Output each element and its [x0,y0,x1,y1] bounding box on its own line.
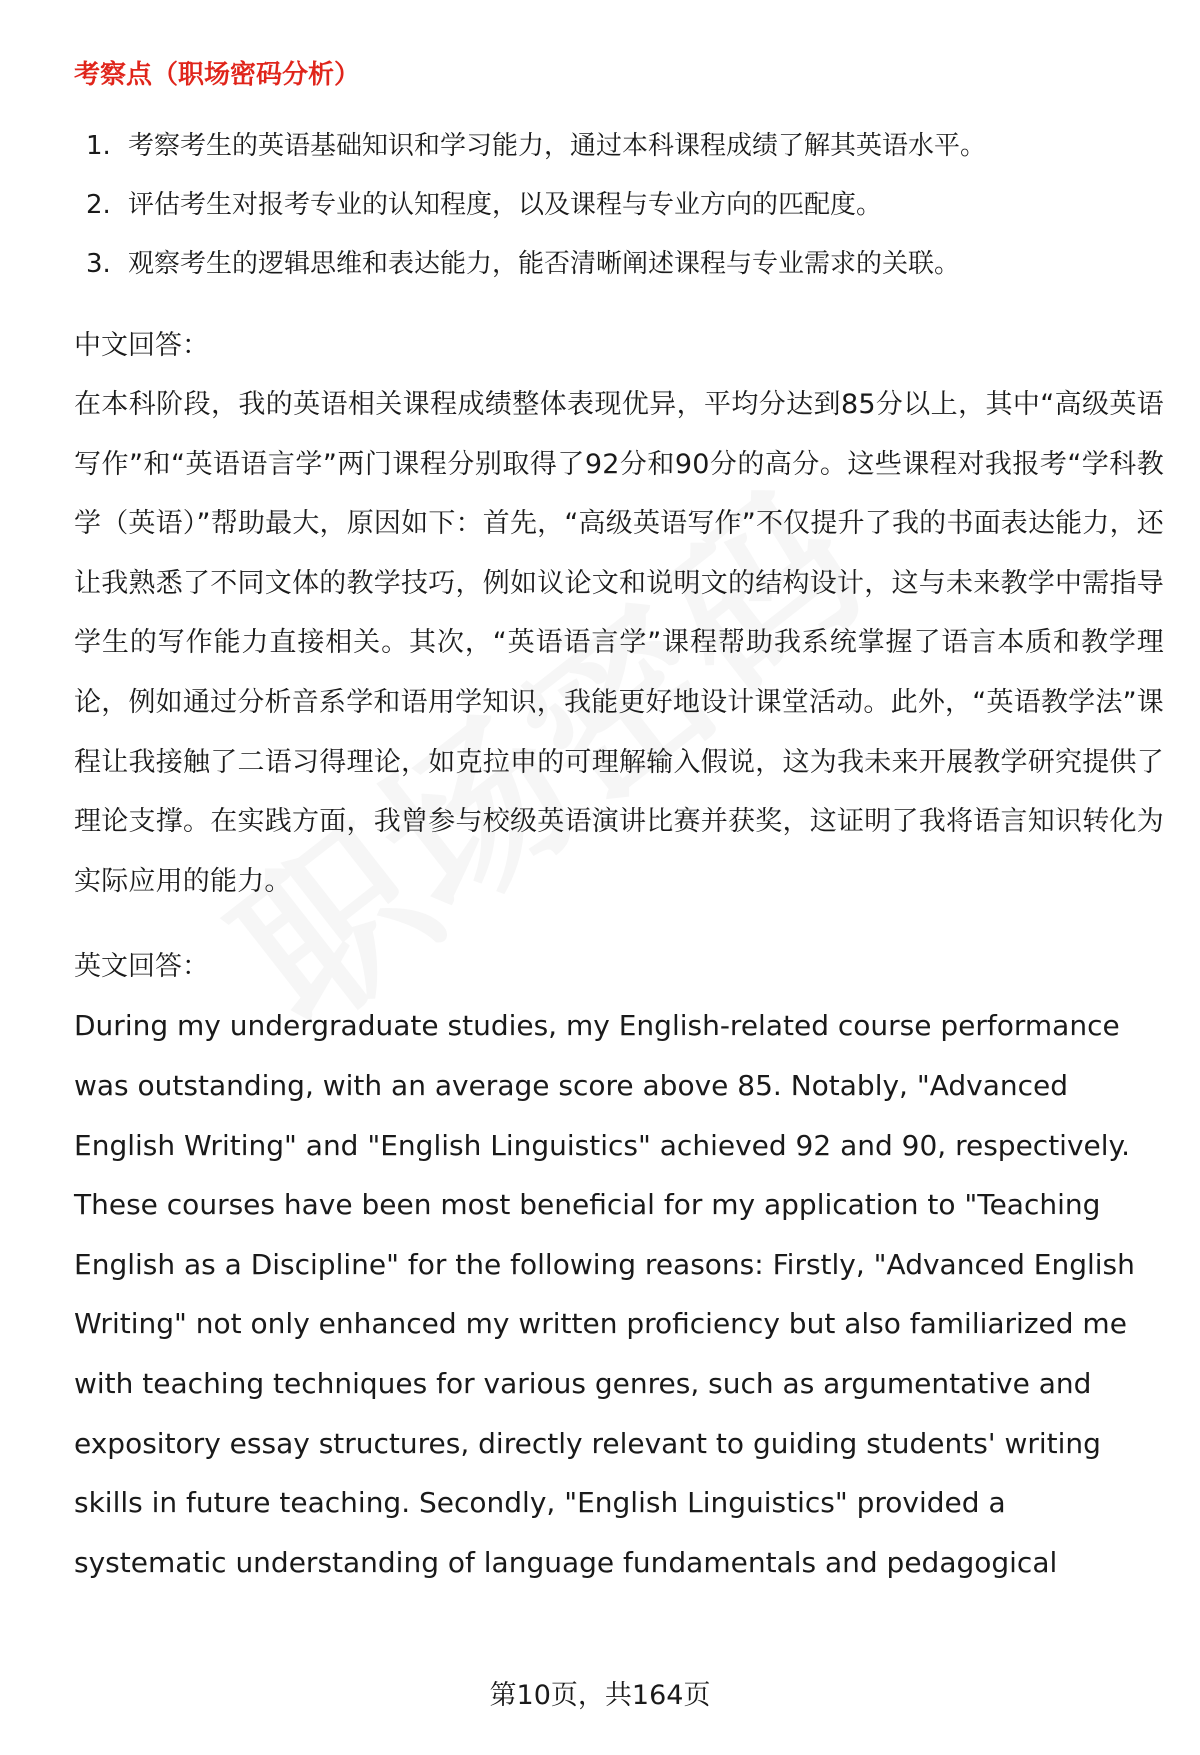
document-page [74,55,1164,1592]
list-item-text: 观察考生的逻辑思维和表达能力，能否清晰阐述课程与专业需求的关联。 [128,249,961,279]
page-number-footer: 第10页，共164页 [489,1680,711,1711]
list-item [86,235,1164,294]
english-answer-label: 英文回答： [74,951,209,983]
list-number: 3. [86,249,111,279]
list-number: 1. [86,131,111,161]
list-item [86,117,1164,176]
list-number: 2. [86,190,111,220]
section-title: 考察点（职场密码分析） [74,60,361,90]
chinese-answer-text: 在本科阶段，我的英语相关课程成绩整体表现优异，平均分达到85分以上，其中“高级英语写作”和“英语语言学”两门课程分别取得了92分和90分的高分。这些课程对我报考“学科教学（英语）”帮助最大，原因如下：首先，“高级英语写作”不仅提升了我的书面表达能力，还让我熟悉了不同文体的教学技巧，例如议论文和说明文的结构设计，这与未来教学中需指导学生的写作能力直接相关。其次，“英语语言学”课程帮助我系统掌握了语言本质和教学理论，例如通过分析音系学和语用学知识，我能更好地设计课堂活动。此外，“英语教学法”课程让我接触了二语习得理论，如克拉申的可理解输入假说，这为我未来开展教学研究提供了理论支撑。在实践方面，我曾参与校级英语演讲比赛并获奖，这证明了我将语言知识转化为实际应用的能力。 [74,389,1164,897]
list-item-text: 考察考生的英语基础知识和学习能力，通过本科课程成绩了解其英语水平。 [128,131,987,161]
chinese-answer-label: 中文回答： [74,330,209,361]
assessment-points-list [74,117,1164,294]
english-answer-text: During my undergraduate studies, my English-related course performance was outstanding, with an average score above 85. Notably, "Advanced English Writing" and "English Linguistics" achieved 92 and 90, respectively. These courses have been most beneficial for my application to "Teaching English as a Discipline" for the following reasons: Firstly, "Advanced English Writing" not only enhanced my written proficiency but also familiarized me with teaching techniques for various genres, such as argumentative and expository essay structures, directly relevant to guiding students' writing skills in future teaching. Secondly, "English Linguistics" provided a systematic understanding of language fundamentals and pedagogical [74,1009,1135,1579]
list-item [86,176,1164,235]
list-item-text: 评估考生对报考专业的认知程度，以及课程与专业方向的匹配度。 [128,190,883,220]
